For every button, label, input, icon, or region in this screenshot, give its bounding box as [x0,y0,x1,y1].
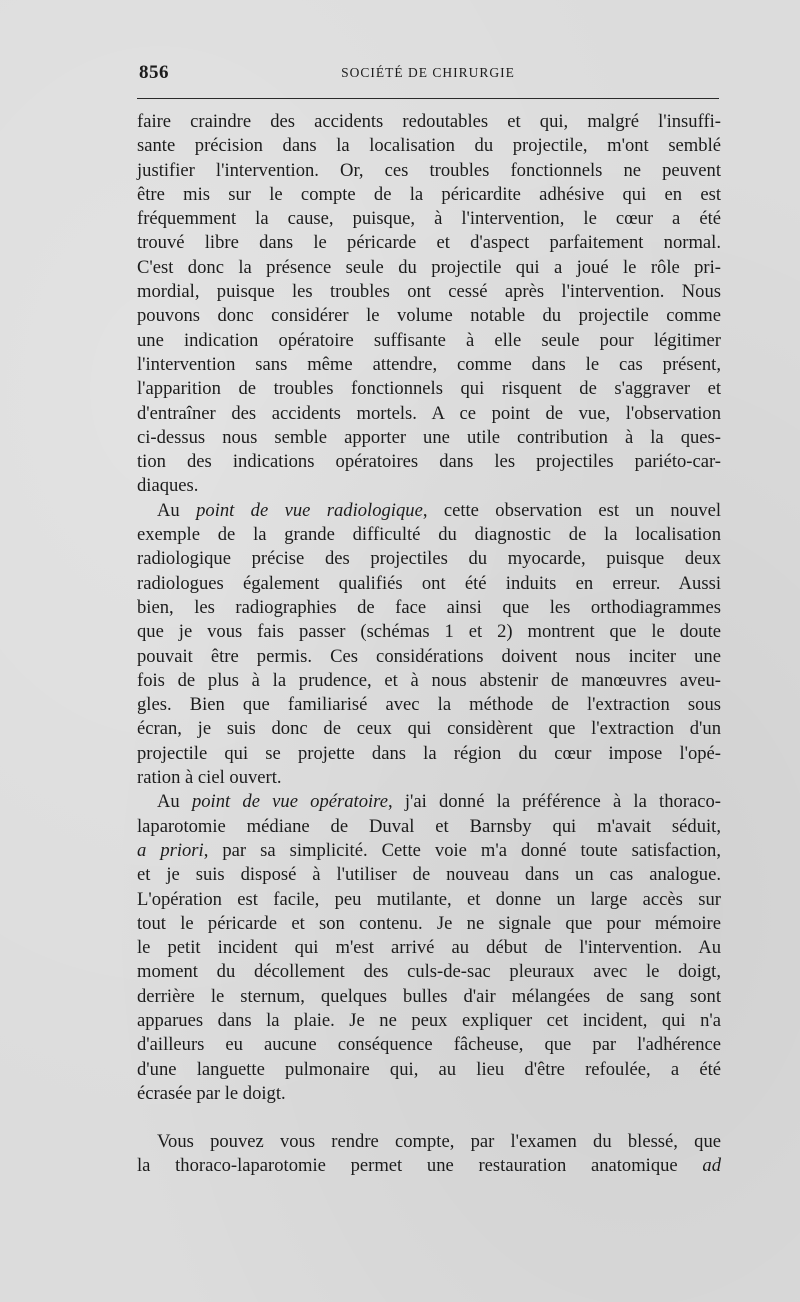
line: et je suis disposé à l'utiliser de nouveau dans un cas analogue. [137,864,721,886]
line: gles. Bien que familiarisé avec la méthode de l'extraction sous [137,694,721,716]
line: une indication opératoire suffisante à elle seule pour légitimer [137,329,721,351]
line: L'opération est facile, peu mutilante, et donne un large accès sur [137,888,721,910]
paragraph-opening-line [137,499,721,523]
line: pouvait être permis. Ces considérations doivent nous inciter une [137,645,721,667]
italic-phrase: ad [702,1155,721,1177]
line: radiologues également qualifiés ont été induits en erreur. Aussi [137,572,721,594]
line-with-italic [137,1154,721,1178]
line: que je vous fais passer (schémas 1 et 2) montrent que le doute [137,621,721,643]
line: le petit incident qui m'est arrivé au début de l'intervention. Au [137,937,721,959]
text-run: , j'ai donné la préférence à la thoraco- [387,791,721,813]
line: exemple de la grande difficulté du diagnostic de la localisation [137,524,721,546]
line: faire craindre des accidents redoutables et qui, malgré l'insuffi- [137,111,721,132]
header-rule [137,98,719,99]
text-run: Au [157,499,197,521]
line: apparues dans la plaie. Je ne peux expliquer cet incident, qui n'a [137,1009,721,1031]
line: C'est donc la présence seule du projectile qui a joué le rôle pri- [137,256,721,278]
line: l'intervention sans même attendre, comme dans le cas présent, [137,353,721,375]
line: ration à ciel ouvert. [137,767,282,789]
line: tout le péricarde et son contenu. Je ne signale que pour mémoire [137,912,721,934]
text-run: Au [157,791,192,813]
line: Vous pouvez vous rendre compte, par l'examen du blessé, que [157,1131,721,1153]
line-with-italic [137,839,721,863]
line: l'apparition de troubles fonctionnels qui risquent de s'aggraver et [137,378,721,400]
text-run: , par sa simplicité. Cette voie m'a donné toute satisfaction, [203,839,721,861]
line: pouvons donc considérer le volume notable du projectile comme [137,305,721,327]
line: être mis sur le compte de la péricardite adhésive qui en est [137,183,721,205]
line: projectile qui se projette dans la région du cœur impose l'opé- [137,742,721,764]
line: d'une languette pulmonaire qui, au lieu d'être refoulée, a été [137,1058,721,1080]
line: écran, je suis donc de ceux qui considèrent que l'extraction d'un [137,718,721,740]
line: tion des indications opératoires dans les projectiles pariéto-car- [137,451,721,473]
line: radiologique précise des projectiles du myocarde, puisque deux [137,548,721,570]
line: laparotomie médiane de Duval et Barnsby qui m'avait séduit, [137,815,721,837]
text-run: , cette observation est un nouvel [422,499,721,521]
running-head: SOCIÉTÉ DE CHIRURGIE [341,65,515,80]
page-header [137,58,719,86]
line: fréquemment la cause, puisque, à l'intervention, le cœur a été [137,208,721,230]
paragraph-opening-line [137,790,721,814]
line: ci-dessus nous semble apporter une utile contribution à la ques- [137,426,721,448]
line: bien, les radiographies de face ainsi que les orthodiagrammes [137,596,721,618]
line: mordial, puisque les troubles ont cessé après l'intervention. Nous [137,281,721,303]
page-number: 856 [139,62,169,83]
line: trouvé libre dans le péricarde et d'aspect parfaitement normal. [137,232,721,254]
line: derrière le sternum, quelques bulles d'air mélangées de sang sont [137,985,721,1007]
line: sante précision dans la localisation du projectile, m'ont semblé [137,135,721,157]
line: justifier l'intervention. Or, ces troubles fonctionnels ne peuvent [137,159,721,181]
line: diaques. [137,475,199,497]
line: moment du décollement des culs-de-sac pleuraux avec le doigt, [137,961,721,983]
line: écrasée par le doigt. [137,1082,286,1104]
line: d'entraîner des accidents mortels. A ce point de vue, l'observation [137,402,721,424]
italic-phrase: point de vue opératoire [191,791,388,813]
italic-phrase: point de vue radiologique [196,499,423,521]
text-run: la thoraco-laparotomie permet une restauration anatomique [137,1155,703,1177]
body-text [137,110,721,1179]
italic-phrase: a priori [137,839,204,861]
line: fois de plus à la prudence, et à nous abstenir de manœuvres aveu- [137,669,721,691]
line: d'ailleurs eu aucune conséquence fâcheuse, que par l'adhérence [137,1034,721,1056]
